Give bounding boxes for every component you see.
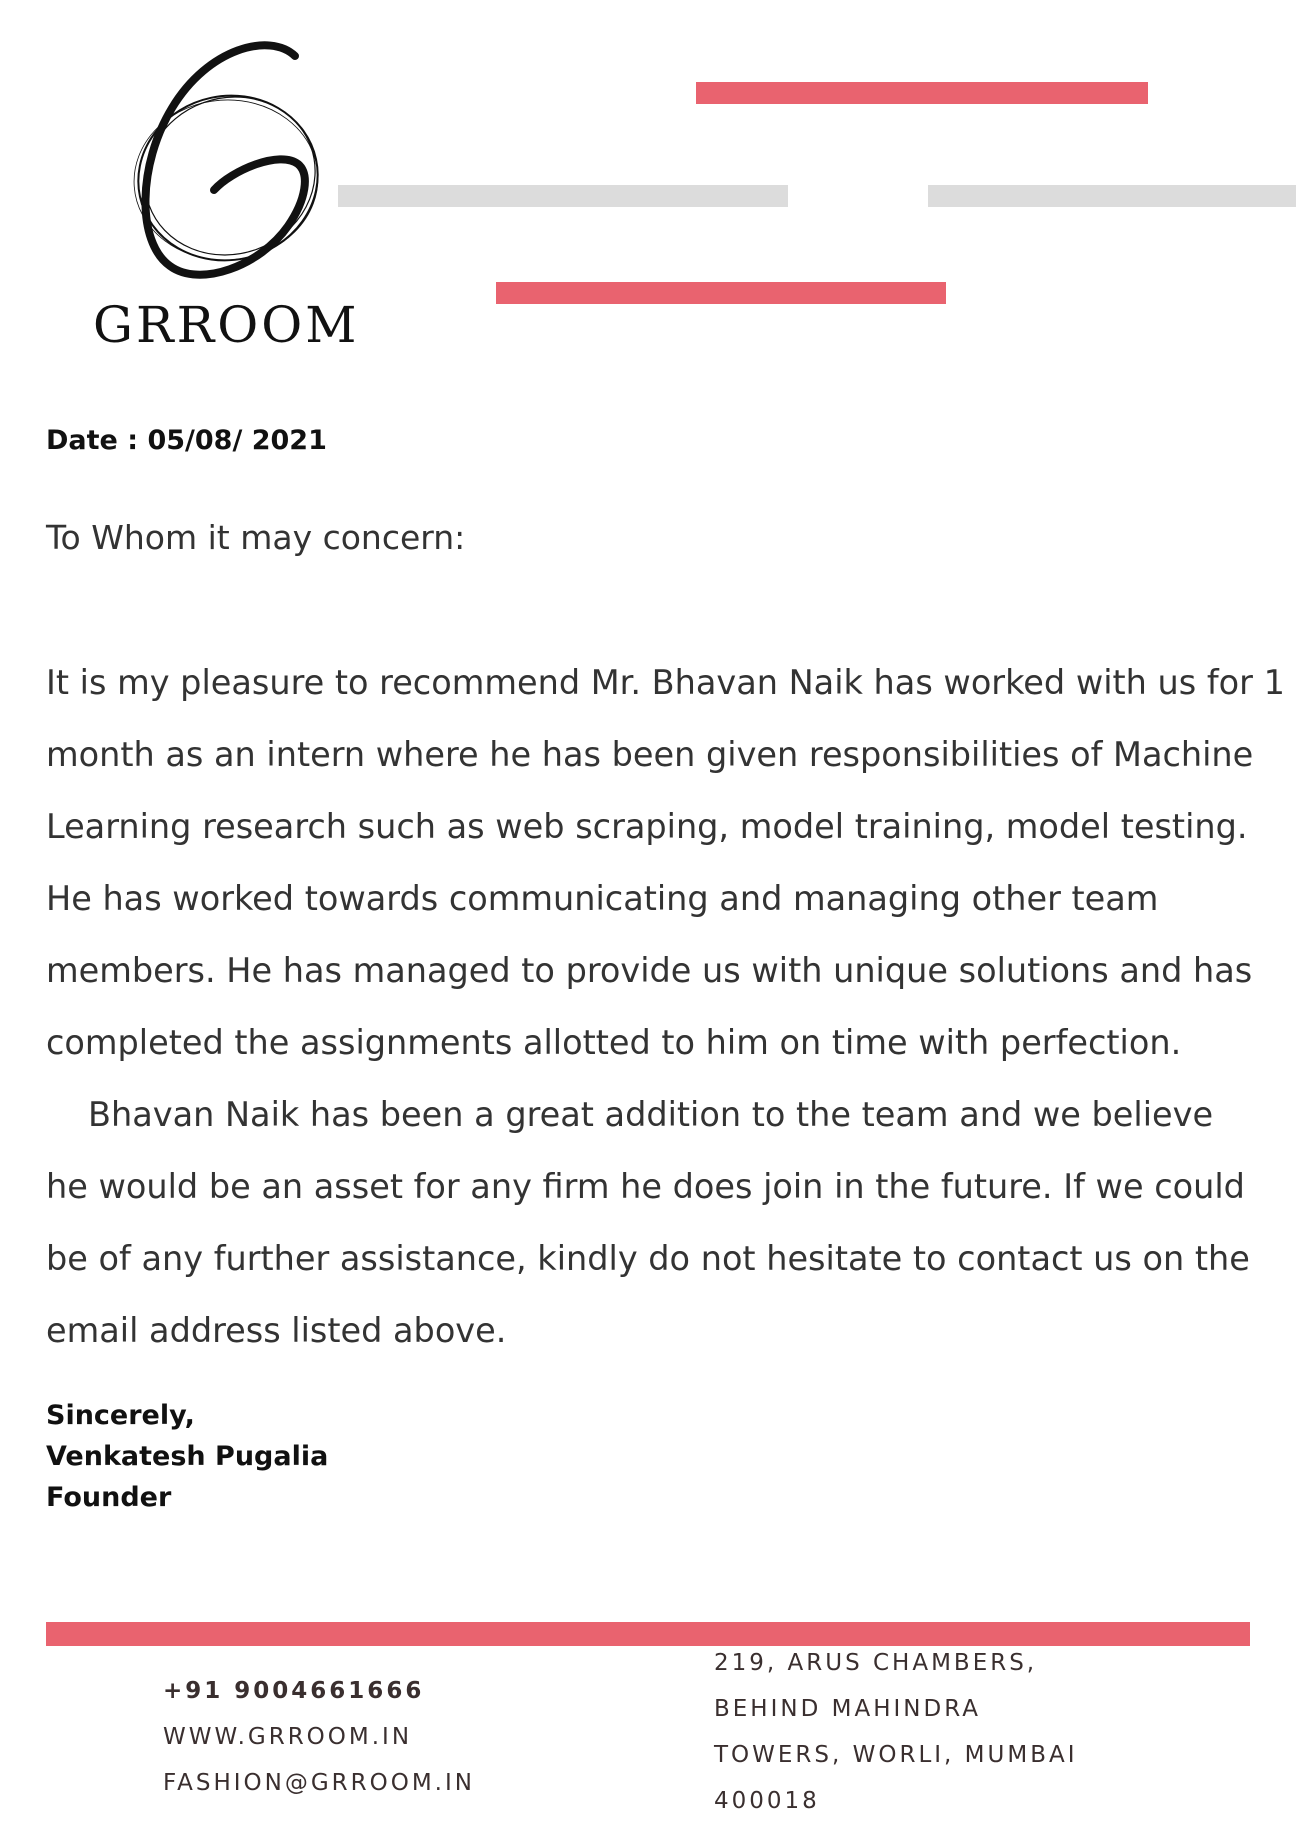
signer-name: Venkatesh Pugalia xyxy=(46,1441,329,1472)
footer-phone[interactable]: +91 9004661666 xyxy=(163,1678,425,1704)
letter-salutation: To Whom it may concern: xyxy=(46,518,466,557)
brand-wordmark: GRROOM xyxy=(93,296,360,354)
body-line: It is my pleasure to recommend Mr. Bhavan Naik has worked with us for 1 xyxy=(46,663,1285,702)
footer-website-link[interactable]: WWW.GRROOM.IN xyxy=(163,1724,413,1750)
body-line: He has worked towards communicating and managing other team xyxy=(46,879,1159,918)
header-bar-pink-bottom xyxy=(496,282,946,304)
body-line: Bhavan Naik has been a great addition to the team and we believe xyxy=(88,1095,1214,1134)
header-bar-grey-right xyxy=(928,185,1296,207)
body-line: be of any further assistance, kindly do not hesitate to contact us on the xyxy=(46,1239,1250,1278)
body-line: email address listed above. xyxy=(46,1311,507,1350)
brand-logo-icon xyxy=(120,38,330,288)
closing-text: Sincerely, xyxy=(46,1400,195,1431)
footer-email-link[interactable]: FASHION@GRROOM.IN xyxy=(163,1770,475,1796)
body-line: month as an intern where he has been given responsibilities of Machine xyxy=(46,735,1254,774)
letter-date: Date : 05/08/ 2021 xyxy=(46,425,327,456)
signer-title: Founder xyxy=(46,1482,172,1513)
letter-body xyxy=(46,647,1285,1367)
footer-address xyxy=(714,1640,1078,1824)
header-bar-grey-left xyxy=(338,185,788,207)
body-line: Learning research such as web scraping, model training, model testing. xyxy=(46,807,1248,846)
footer-contact xyxy=(163,1668,475,1806)
body-line: completed the assignments allotted to him on time with perfection. xyxy=(46,1023,1182,1062)
letter-signoff xyxy=(46,1395,328,1518)
header-bar-pink-top xyxy=(696,82,1148,104)
address-line: 400018 xyxy=(714,1788,820,1814)
body-line: members. He has managed to provide us with unique solutions and has xyxy=(46,951,1253,990)
address-line: 219, ARUS CHAMBERS, xyxy=(714,1650,1038,1676)
address-line: TOWERS, WORLI, MUMBAI xyxy=(714,1742,1078,1768)
address-line: BEHIND MAHINDRA xyxy=(714,1696,981,1722)
body-line: he would be an asset for any firm he does join in the future. If we could xyxy=(46,1167,1245,1206)
